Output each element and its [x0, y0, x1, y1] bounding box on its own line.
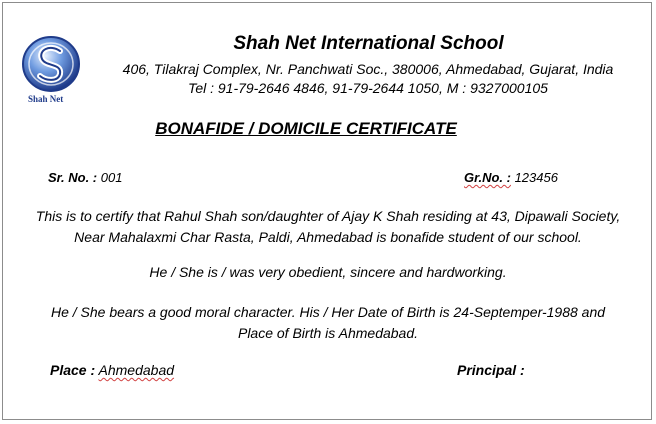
- paragraph-1-line-2: Near Mahalaxmi Char Rasta, Paldi, Ahmedabad is bonafide student of our school.: [74, 229, 582, 245]
- certificate-paragraph-2: He / She is / was very obedient, sincere and hardworking.: [149, 264, 507, 280]
- gr-number: [464, 170, 558, 185]
- gr-value: 123456: [514, 170, 558, 185]
- principal-signature-field: [457, 362, 525, 378]
- certificate-title: BONAFIDE / DOMICILE CERTIFICATE: [155, 119, 457, 138]
- serial-number: [48, 170, 122, 185]
- place-field: [50, 362, 174, 378]
- paragraph-1-line-1: This is to certify that Rahul Shah son/daughter of Ajay K Shah residing at 43, Dipawali Society,: [35, 208, 621, 224]
- place-label: Place :: [50, 362, 96, 378]
- school-phone: Tel : 91-79-2646 4846, 91-79-2644 1050, M : 9327000105: [188, 80, 548, 96]
- serial-label: Sr. No. :: [48, 170, 98, 185]
- school-address: 406, Tilakraj Complex, Nr. Panchwati Soc., 380006, Ahmedabad, Gujarat, India: [122, 61, 614, 77]
- school-name: Shah Net International School: [233, 33, 504, 54]
- paragraph-3-line-1: He / She bears a good moral character. His / Her Date of Birth is 24-Septemper-1988 and: [50, 304, 606, 320]
- certificate-paragraph-3: [20, 302, 636, 344]
- principal-label: Principal :: [457, 362, 525, 378]
- place-value: Ahmedabad: [98, 362, 175, 378]
- serial-value: 001: [100, 170, 123, 185]
- paragraph-3-line-2: Place of Birth is Ahmedabad.: [237, 325, 419, 341]
- gr-label: Gr.No. :: [464, 170, 511, 185]
- logo-caption: Shah Net: [28, 94, 64, 104]
- certificate-paragraph-1: [20, 206, 636, 248]
